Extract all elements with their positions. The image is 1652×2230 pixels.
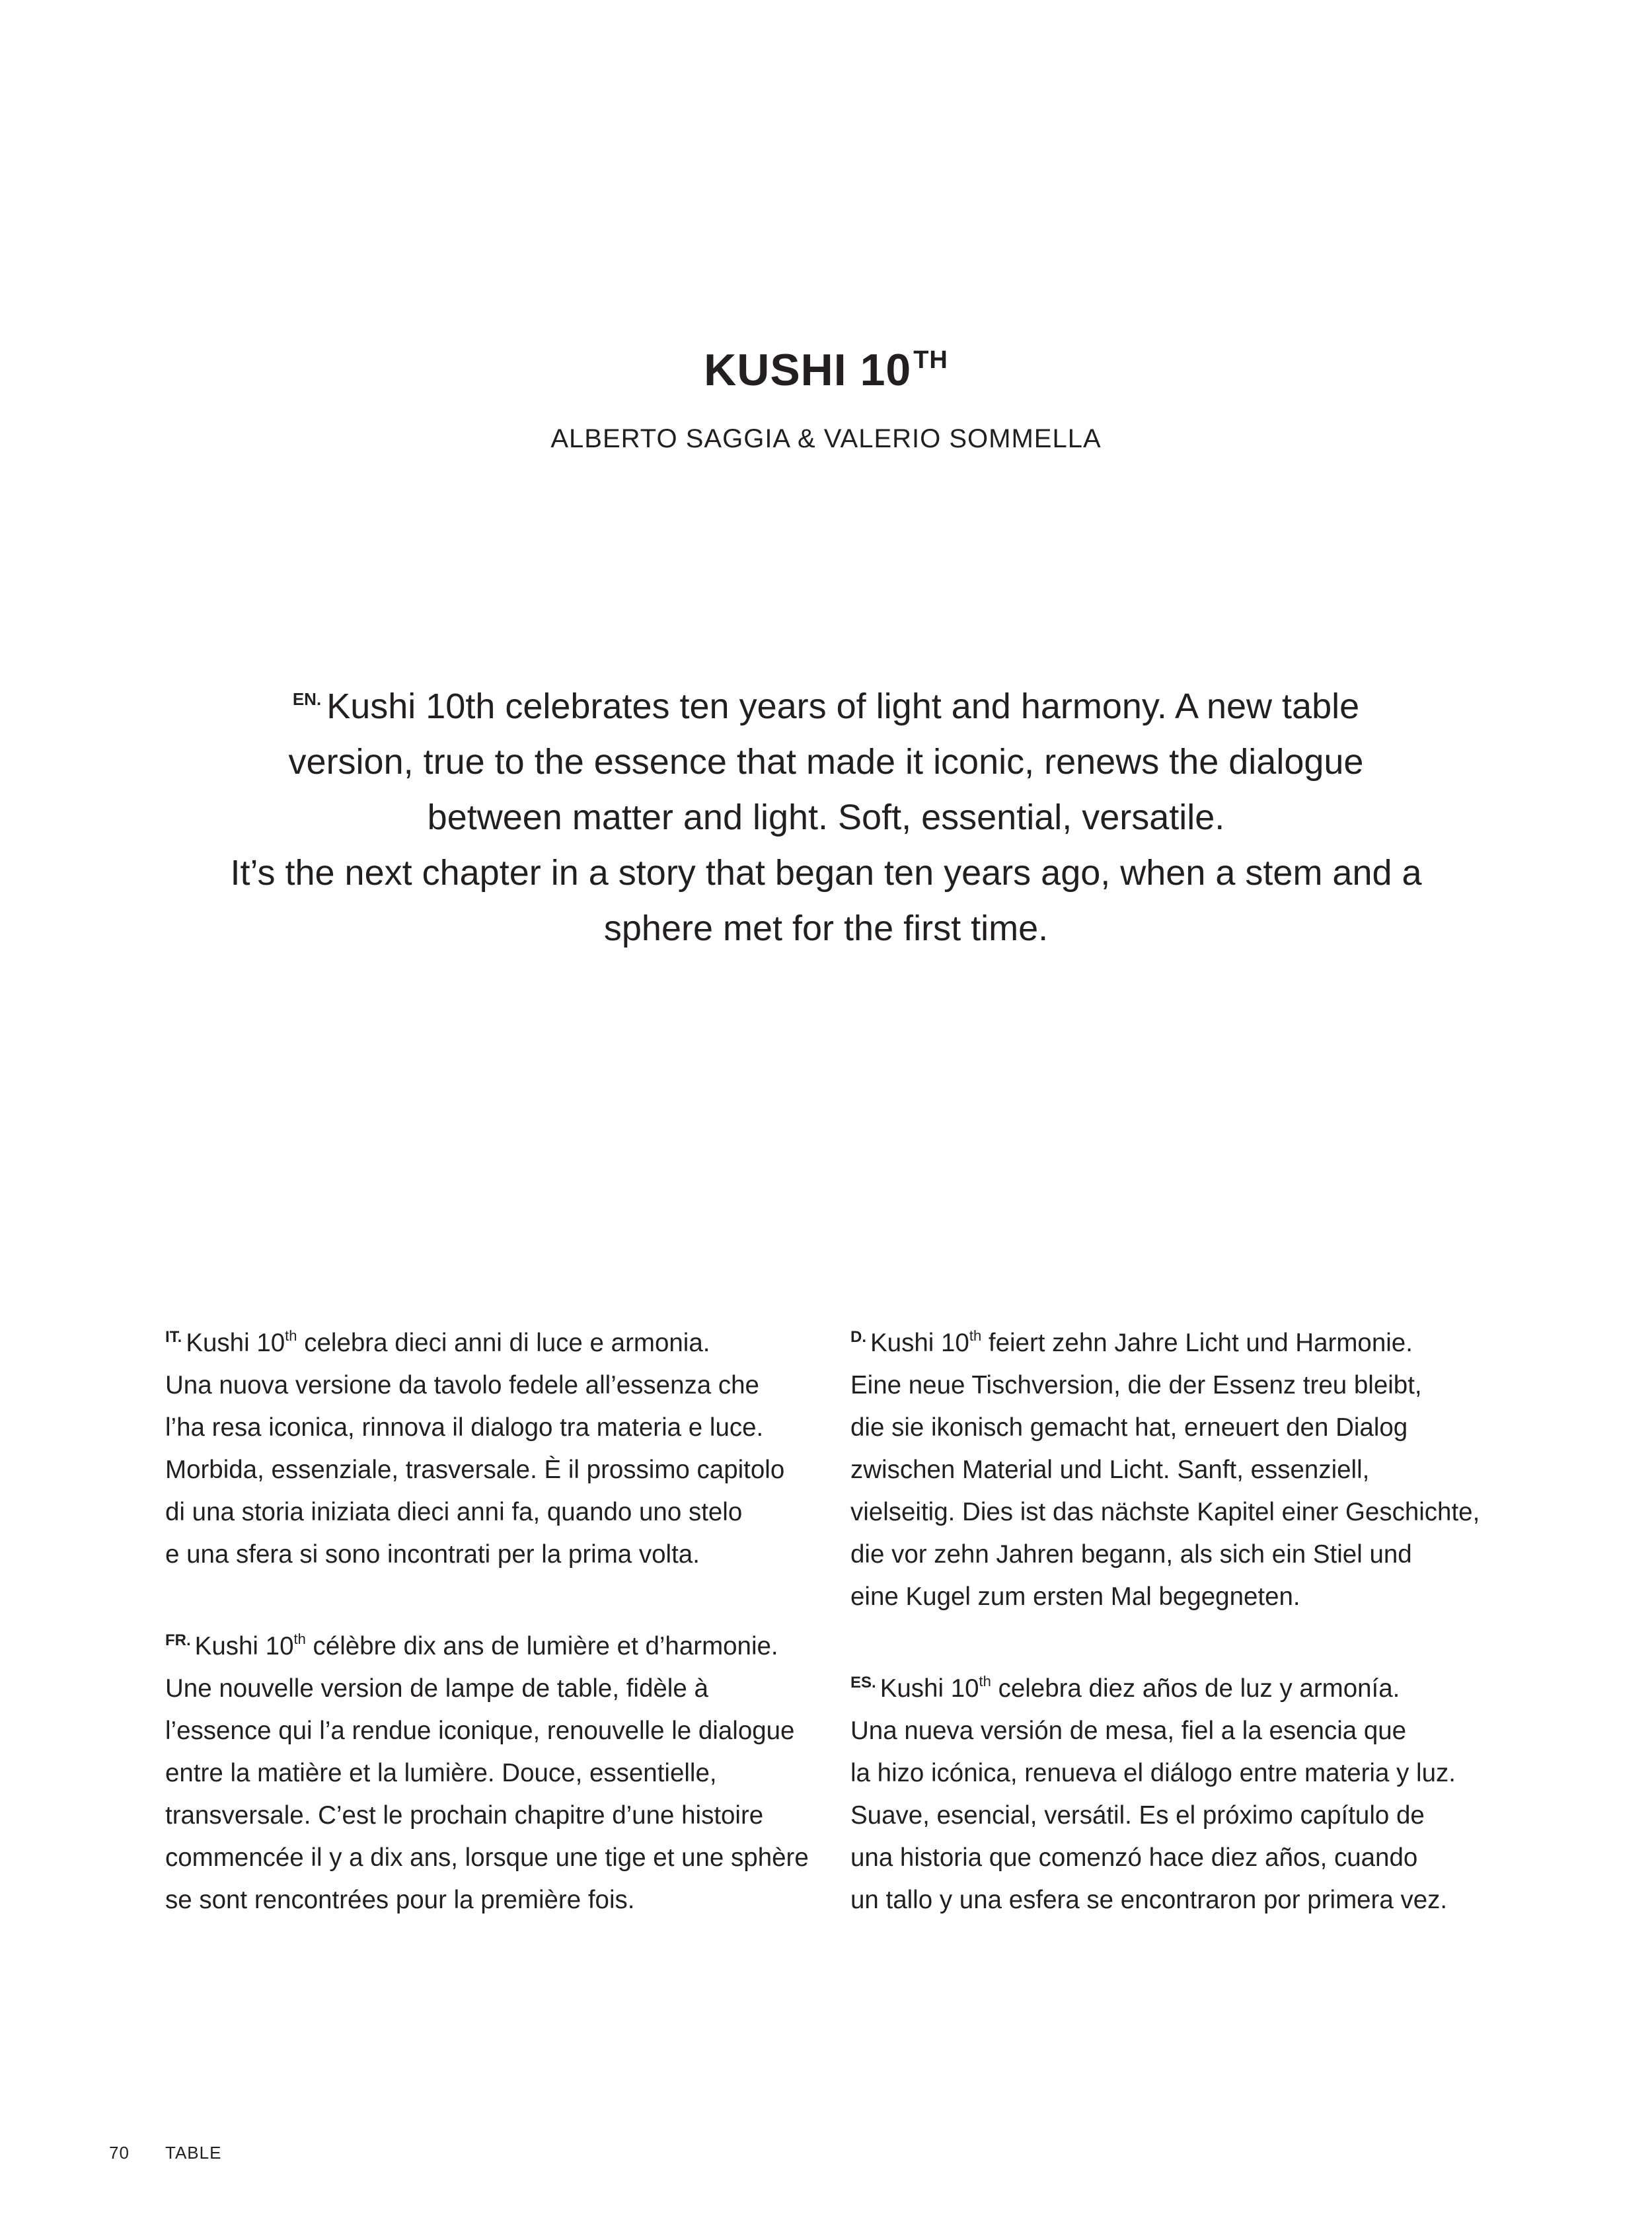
product-name: Kushi 10	[870, 1329, 969, 1357]
lead-line	[132, 671, 1520, 734]
paragraph-line: se sont rencontrées pour la première fois.	[165, 1886, 635, 1914]
paragraph-line: transversale. C’est le prochain chapitre d’une histoire	[165, 1801, 764, 1830]
paragraph-line	[850, 1660, 1518, 1710]
paragraph-line: un tallo y una esfera se encontraron por primera vez.	[850, 1886, 1448, 1914]
paragraph-line: commencée il y a dix ans, lorsque une tige et une sphère	[165, 1843, 809, 1872]
paragraph-line: l’essence qui l’a rendue iconique, renouvelle le dialogue	[165, 1717, 795, 1745]
paragraph-line: una historia que comenzó hace diez años, cuando	[850, 1843, 1418, 1872]
paragraph-line: la hizo icónica, renueva el diálogo entre materia y luz.	[850, 1759, 1456, 1787]
ordinal-superscript: th	[979, 1673, 991, 1690]
paragraph-line: Una nueva versión de mesa, fiel a la esencia que	[850, 1717, 1407, 1745]
lead-line: It’s the next chapter in a story that began ten years ago, when a stem and a	[230, 853, 1422, 893]
line-text: celebra dieci anni di luce e armonia.	[297, 1329, 710, 1357]
paragraph-line: Suave, esencial, versátil. Es el próximo capítulo de	[850, 1801, 1425, 1830]
page-title	[0, 330, 1652, 400]
ordinal-superscript: th	[293, 1631, 306, 1647]
paragraph-line: e una sfera si sono incontrati per la prima volta.	[165, 1540, 700, 1569]
paragraph-line: vielseitig. Dies ist das nächste Kapitel einer Geschichte,	[850, 1498, 1480, 1526]
lead-line: sphere met for the first time.	[603, 909, 1049, 948]
paragraph-line: zwischen Material und Licht. Sanft, essenziell,	[850, 1456, 1370, 1484]
paragraph-line: die sie ikonisch gemacht hat, erneuert den Dialog	[850, 1413, 1408, 1442]
right-text-column	[850, 1315, 1518, 1964]
page-number: 70	[109, 2143, 130, 2163]
designer-credits: ALBERTO SAGGIA & VALERIO SOMMELLA	[550, 424, 1102, 453]
title-superscript: TH	[913, 346, 948, 374]
paragraph-line	[165, 1618, 833, 1668]
ordinal-superscript: th	[969, 1327, 982, 1344]
lead-line: between matter and light. Soft, essential, versatile.	[427, 798, 1225, 837]
line-text: celebra diez años de luz y armonía.	[991, 1674, 1400, 1703]
product-name: Kushi 10	[194, 1632, 294, 1660]
paragraph-line: l’ha resa iconica, rinnova il dialogo tra materia e luce.	[165, 1413, 764, 1442]
language-tag-de: D.	[850, 1328, 866, 1346]
product-name: Kushi 10	[880, 1674, 979, 1703]
language-tag-es: ES.	[850, 1674, 876, 1691]
paragraph-line: Una nuova versione da tavolo fedele all’essenza che	[165, 1371, 759, 1399]
title-text: KUSHI 10	[704, 345, 912, 395]
paragraph-line: Une nouvelle version de lampe de table, fidèle à	[165, 1674, 708, 1703]
product-name: Kushi 10	[186, 1329, 285, 1357]
paragraph-line: entre la matière et la lumière. Douce, essentielle,	[165, 1759, 717, 1787]
lead-text: Kushi 10th celebrates ten years of light and harmony. A new table	[326, 687, 1360, 726]
language-tag-it: IT.	[165, 1328, 182, 1346]
italian-paragraph	[165, 1315, 833, 1576]
language-tag-fr: FR.	[165, 1631, 191, 1649]
paragraph-line: eine Kugel zum ersten Mal begegneten.	[850, 1582, 1300, 1611]
french-paragraph	[165, 1618, 833, 1921]
left-text-column	[165, 1315, 833, 1964]
spanish-paragraph	[850, 1660, 1518, 1921]
paragraph-line	[850, 1315, 1518, 1364]
paragraph-line: Morbida, essenziale, trasversale. È il prossimo capitolo	[165, 1456, 785, 1484]
german-paragraph	[850, 1315, 1518, 1618]
ordinal-superscript: th	[285, 1327, 297, 1344]
english-lead-paragraph	[132, 671, 1520, 956]
paragraph-line	[165, 1315, 833, 1364]
line-text: célèbre dix ans de lumière et d’harmonie.	[305, 1632, 778, 1660]
paragraph-line: die vor zehn Jahren begann, als sich ein Stiel und	[850, 1540, 1412, 1569]
paragraph-line: Eine neue Tischversion, die der Essenz treu bleibt,	[850, 1371, 1422, 1399]
paragraph-line: di una storia iniziata dieci anni fa, quando uno stelo	[165, 1498, 743, 1526]
lead-line: version, true to the essence that made it iconic, renews the dialogue	[288, 742, 1364, 782]
language-tag-en: EN.	[292, 689, 322, 709]
section-label: TABLE	[165, 2143, 222, 2163]
line-text: feiert zehn Jahre Licht und Harmonie.	[981, 1329, 1413, 1357]
